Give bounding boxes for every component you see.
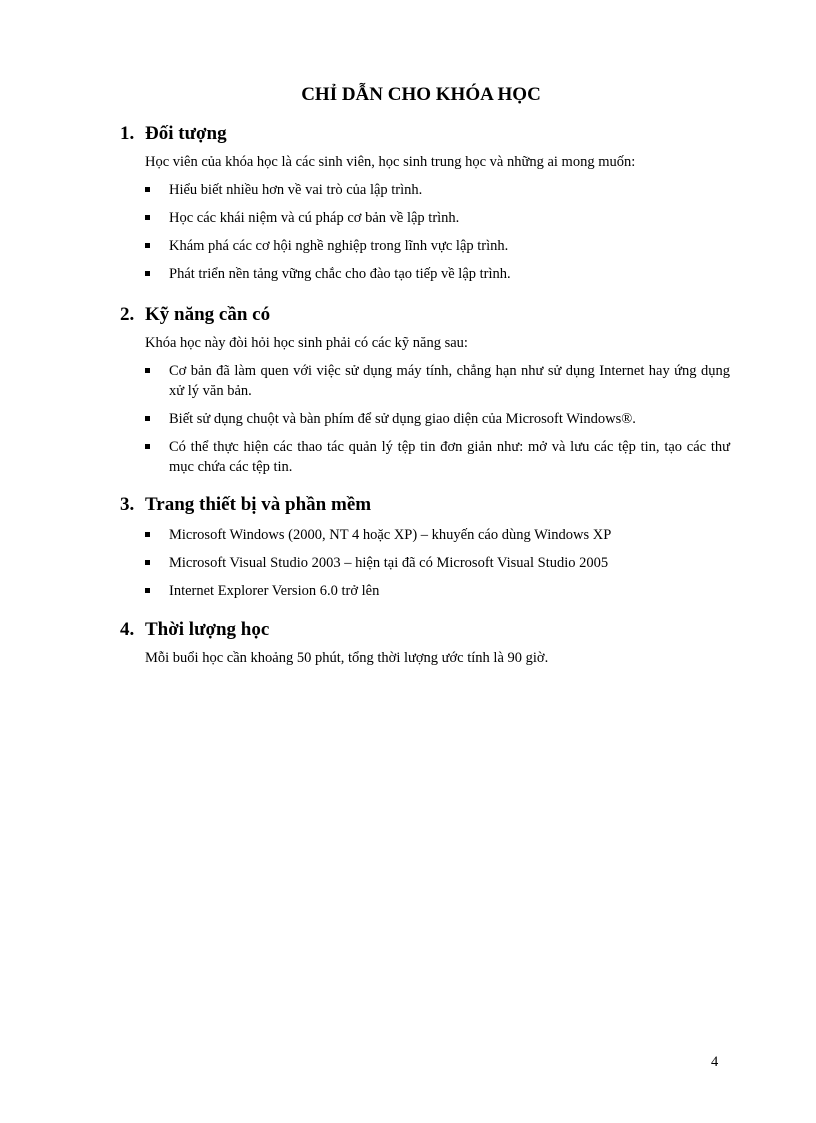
section-title: Đối tượng xyxy=(145,123,227,144)
square-bullet-icon xyxy=(145,243,150,248)
section-thoi-luong xyxy=(120,618,730,668)
list-item xyxy=(145,553,730,573)
square-bullet-icon xyxy=(145,444,150,449)
list-item xyxy=(145,525,730,545)
section-number: 2. xyxy=(120,304,135,325)
square-bullet-icon xyxy=(145,416,150,421)
bullet-list xyxy=(145,180,730,284)
section-title: Trang thiết bị và phần mềm xyxy=(145,494,372,515)
list-item-text: Microsoft Visual Studio 2003 – hiện tại đã có Microsoft Visual Studio 2005 xyxy=(169,555,609,571)
section-number: 3. xyxy=(120,494,135,515)
list-item xyxy=(145,208,730,228)
section-intro: Học viên của khóa học là các sinh viên, học sinh trung học và những ai mong muốn: xyxy=(145,154,636,170)
list-item xyxy=(145,180,730,200)
page-number: 4 xyxy=(711,1054,719,1070)
section-heading xyxy=(120,493,730,517)
section-ky-nang xyxy=(120,303,730,477)
section-title: Kỹ năng cần có xyxy=(145,304,271,325)
section-intro: Khóa học này đòi hỏi học sinh phải có các kỹ năng sau: xyxy=(145,335,468,351)
square-bullet-icon xyxy=(145,368,150,373)
square-bullet-icon xyxy=(145,271,150,276)
square-bullet-icon xyxy=(145,215,150,220)
bullet-list xyxy=(145,361,730,477)
square-bullet-icon xyxy=(145,532,150,537)
list-item xyxy=(145,581,730,601)
section-title: Thời lượng học xyxy=(145,619,270,640)
list-item xyxy=(145,361,730,401)
list-item-text: Phát triển nền tảng vững chắc cho đào tạo tiếp về lập trình. xyxy=(169,266,511,282)
section-number: 1. xyxy=(120,123,135,144)
section-intro: Mỗi buổi học cần khoảng 50 phút, tổng thời lượng ước tính là 90 giờ. xyxy=(145,650,549,666)
section-doi-tuong xyxy=(120,122,730,284)
list-item-text: Microsoft Windows (2000, NT 4 hoặc XP) – khuyến cáo dùng Windows XP xyxy=(169,527,612,543)
square-bullet-icon xyxy=(145,560,150,565)
section-heading xyxy=(120,618,730,642)
list-item xyxy=(145,236,730,256)
square-bullet-icon xyxy=(145,588,150,593)
list-item-text: Khám phá các cơ hội nghề nghiệp trong lĩnh vực lập trình. xyxy=(169,238,509,254)
list-item-text: Biết sử dụng chuột và bàn phím để sử dụng giao diện của Microsoft Windows®. xyxy=(169,411,636,427)
section-heading xyxy=(120,122,730,146)
section-thiet-bi xyxy=(120,493,730,601)
list-item-text: Có thể thực hiện các thao tác quản lý tệp tin đơn giản như: mở và lưu các tệp tin, tạo các thư mục chứa các tệp tin. xyxy=(169,439,730,475)
square-bullet-icon xyxy=(145,187,150,192)
bullet-list xyxy=(145,525,730,601)
page-title: CHỈ DẪN CHO KHÓA HỌC xyxy=(301,84,541,105)
list-item xyxy=(145,409,730,429)
list-item-text: Cơ bản đã làm quen với việc sử dụng máy tính, chẳng hạn như sử dụng Internet hay ứng dụng xử lý văn bản. xyxy=(169,363,730,399)
list-item-text: Hiểu biết nhiều hơn về vai trò của lập trình. xyxy=(169,182,423,198)
section-heading xyxy=(120,303,730,327)
list-item xyxy=(145,437,730,477)
section-number: 4. xyxy=(120,619,135,640)
list-item-text: Internet Explorer Version 6.0 trở lên xyxy=(169,583,380,599)
list-item xyxy=(145,264,730,284)
list-item-text: Học các khái niệm và cú pháp cơ bản về lập trình. xyxy=(169,210,460,226)
